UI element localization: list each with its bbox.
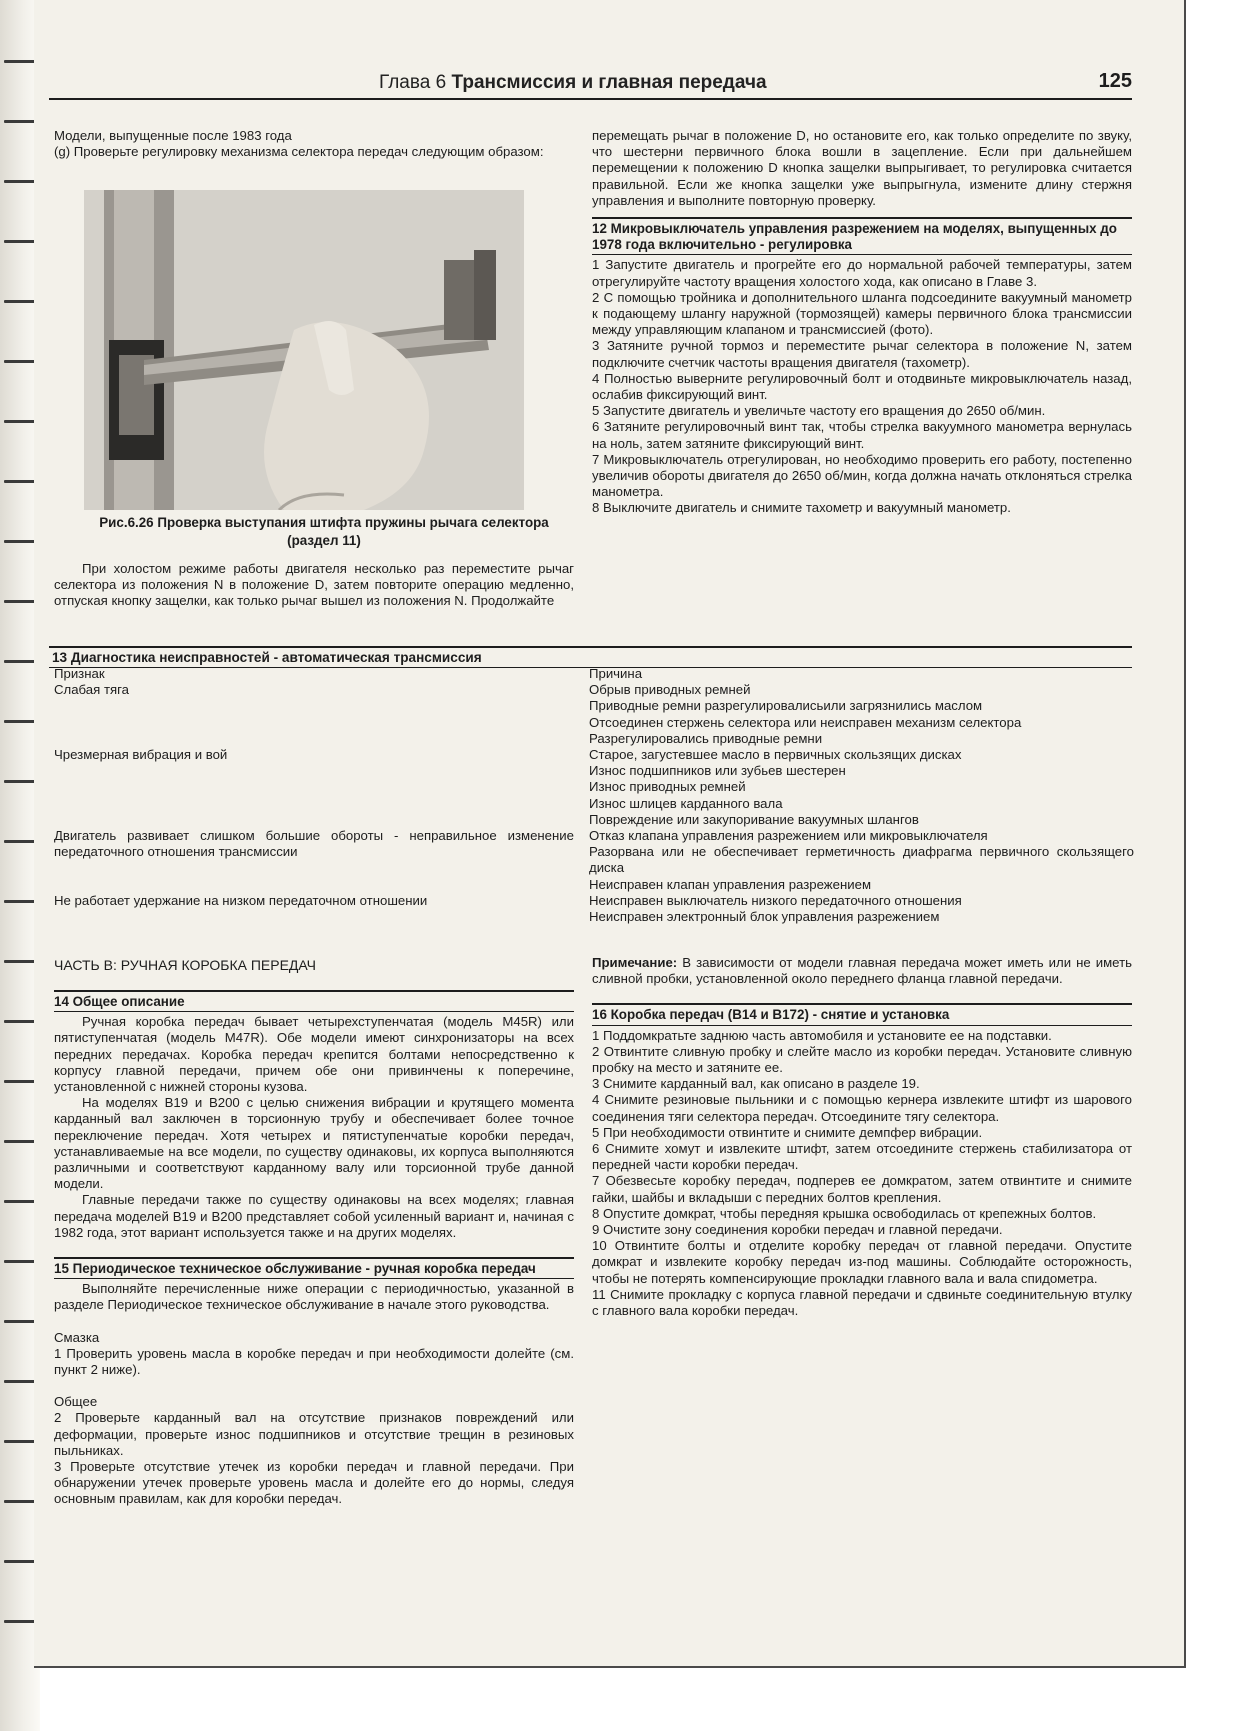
s16-step-5: 5 При необходимости отвинтите и снимите демпфер вибрации. (592, 1124, 983, 1140)
s12-step-1: 1 Запустите двигатель и прогрейте его до нормальной рабочей температуры, затем отрегулируйте частоту вращения холостого хода, как описано в Главе 3. (592, 257, 1132, 289)
cause-item: Разорвана или не обеспечивает герметичность диафрагма первичного скользящего диска (589, 844, 1134, 876)
s16-step-3: 3 Снимите карданный вал, как описано в разделе 19. (592, 1076, 920, 1092)
s15-step-1: 1 Проверить уровень масла в коробке передач и при необходимости долейте (см. пункт 2 ниже). (54, 1345, 574, 1378)
s15-step-3: 3 Проверьте отсутствие утечек из коробки передач и главной передачи. При обнаружении утечек проверьте уровень масла и долейте его до нормы, следуя основным правилам, как для коробки передач. (54, 1459, 574, 1507)
check-instruction: (g) Проверьте регулировку механизма селектора передач следующим образом: (54, 144, 544, 160)
symptom-low-hold: Не работает удержание на низком передаточном отношении (54, 893, 428, 908)
s14-para-1: Ручная коробка передач бывает четырехступенчатая (модель M45R) или пятиступенчатая (модель M47R). Обе модели имеют синхронизаторы на всех передних передачах. Коробка передач крепится болтами непосредственно к корпусу главной передачи, причем обе они привинчены к поперечине, установленной с нижней стороны кузова. (54, 1014, 574, 1095)
section-12-heading: 12 Микровыключатель управления разрежением на моделях, выпущенных до 1978 года включительно - регулировка (592, 217, 1132, 255)
idle-check-text: При холостом режиме работы двигателя несколько раз переместите рычаг селектора из положения N в положение D, затем повторите операцию медленно, отпуская кнопку защелки, как только рычаг вышел из положения N. Продолжайте (54, 561, 574, 609)
s12-step-3: 3 Затяните ручной тормоз и переместите рычаг селектора в положение N, затем подключите счетчик частоты вращения двигателя (тахометр). (592, 338, 1132, 370)
s16-step-1: 1 Поддомкратьте заднюю часть автомобиля и установите ее на подставки. (592, 1027, 1052, 1043)
figure-caption: Рис.6.26 Проверка выступания штифта пружины рычага селектора (раздел 11) (99, 515, 549, 548)
cause-item: Разрегулировались приводные ремни (589, 730, 823, 746)
s16-step-10: 10 Отвинтите болты и отделите коробку передач от главной передачи. Опустите домкрат и извлеките коробку передач из-под машины. Соблюдайте осторожность, чтобы не потерять компенсирующие прокладки главного вала и вала спидометра. (592, 1238, 1132, 1286)
section-13-heading: 13 Диагностика неисправностей - автоматическая трансмиссия (49, 646, 1132, 668)
continuation-text: перемещать рычаг в положение D, но остановите его, как только определите по звуку, что шестерни первичного блока вошли в зацепление. Если при дальнейшем перемещении к положению D кнопка защелки выпрыгивает, то регулировка считается правильной. Если же кнопка защелки уже выпрыгнула, измените длину стержня управления и выполните повторную проверку. (592, 128, 1132, 208)
cause-header: Причина (589, 666, 643, 681)
section-16-heading: 16 Коробка передач (B14 и B172) - снятие и установка (592, 1003, 1132, 1025)
caliper-photo-illustration (84, 190, 524, 510)
cause-item: Обрыв приводных ремней (589, 682, 751, 698)
note-final-drive (592, 955, 1132, 987)
left-after-figure (54, 561, 574, 610)
s12-step-7: 7 Микровыключатель отрегулирован, но необходимо проверить его работу, постепенно увеличив обороты двигателя до 2650 об/мин, когда должна начать отклоняться стрелка манометра. (592, 451, 1132, 500)
s16-step-9: 9 Очистите зону соединения коробки передач и главной передачи. (592, 1222, 1003, 1238)
s14-para-2: На моделях B19 и B200 с целью снижения вибрации и крутящего момента карданный вал заключен в торсионную трубу и обеспечивает более точное переключение передач. Хотя четырех и пятиступенчатые коробки передач, устанавливаемые на все модели, по существу одинаковы, их корпуса выполняются различными и соответствуют карданному валу или торсионной трубе данной модели. (54, 1095, 574, 1192)
s15-sub-general: Общее (54, 1394, 98, 1410)
page-number: 125 (1098, 70, 1132, 92)
s16-step-8: 8 Опустите домкрат, чтобы передняя крышка освободилась от крепежных болтов. (592, 1205, 1097, 1221)
s15-step-2: 2 Проверьте карданный вал на отсутствие признаков повреждений или деформации, проверьте износ подшипников и отсутствие трещин в резиновых пыльниках. (54, 1410, 574, 1458)
cause-item: Отказ клапана управления разрежением или микровыключателя (589, 828, 988, 844)
s14-para-3: Главные передачи также по существу одинаковы на всех моделях; главная передача моделей B19 и B200 представляет собой усиленный вариант и, начиная с 1982 года, этот вариант используется также и на других моделях. (54, 1192, 574, 1240)
cause-item: Неисправен электронный блок управления разрежением (589, 909, 940, 925)
section-14-heading: 14 Общее описание (54, 990, 574, 1012)
s16-step-7: 7 Обезвесьте коробку передач, подперев ее домкратом, затем отвинтите и снимите гайки, шайбы и вкладыши с передних болтов крепления. (592, 1173, 1132, 1205)
page-header (49, 68, 1132, 100)
left-bottom-text (54, 990, 574, 1508)
chapter-name: Трансмиссия и главная передача (451, 72, 767, 93)
symptom-header: Признак (54, 666, 105, 681)
s16-step-4: 4 Снимите резиновые пыльники и с помощью кернера извлеките штифт из шарового соединения тяги селектора передач. Отсоедините тягу селектора. (592, 1092, 1132, 1124)
s16-step-2: 2 Отвинтите сливную пробку и слейте масло из коробки передач. Установите сливную пробку на место и затяните ее. (592, 1043, 1132, 1076)
note-text: В зависимости от модели главная передача может иметь или не иметь сливной пробки, установленной около переднего фланца главной передачи. (592, 955, 1132, 987)
cause-item: Неисправен клапан управления разрежением (589, 876, 872, 892)
right-top-text (592, 128, 1132, 517)
symptom-vibration: Чрезмерная вибрация и вой (54, 747, 228, 762)
left-top-text (54, 128, 574, 160)
note-label: Примечание: (592, 955, 678, 970)
cause-item: Повреждение или закупоривание вакуумных шлангов (589, 811, 919, 827)
figure-photo (84, 190, 524, 510)
right-bottom-text (592, 955, 1132, 1319)
s12-step-5: 5 Запустите двигатель и увеличьте частоту его вращения до 2650 об/мин. (592, 403, 1046, 419)
cause-item: Износ приводных ремней (589, 779, 746, 795)
cause-item: Приводные ремни разрегулировалисьили загрязнились маслом (589, 698, 983, 714)
chapter-prefix: Глава 6 (379, 72, 447, 93)
s12-step-2: 2 С помощью тройника и дополнительного шланга подсоедините вакуумный манометр к подающему шлангу наружной (тормозящей) камеры первичного блока трансмиссии между управляющим клапаном и трансмиссией (фото). (592, 289, 1132, 338)
s15-intro: Выполняйте перечисленные ниже операции с периодичностью, указанной в разделе Периодическое техническое обслуживание в начале этого руководства. (54, 1281, 574, 1313)
s15-sub-lubrication: Смазка (54, 1329, 100, 1345)
s12-step-6: 6 Затяните регулировочный винт так, чтобы стрелка вакуумного манометра вернулась на ноль, затем затяните фиксирующий винт. (592, 419, 1132, 451)
s16-step-6: 6 Снимите хомут и извлеките штифт, затем отсоедините стержень стабилизатора от передней части коробки передач. (592, 1141, 1132, 1173)
cause-item: Неисправен выключатель низкого передаточного отношения (589, 892, 962, 908)
cause-item: Старое, загустевшее масло в первичных скользящих дисках (589, 747, 962, 763)
symptom-overrevving: Двигатель развивает слишком большие обороты - неправильное изменение передаточного отношения трансмиссии (54, 828, 574, 860)
cause-item: Износ шлицев карданного вала (589, 795, 783, 811)
cause-item: Износ подшипников или зубьев шестерен (589, 763, 846, 779)
models-note: Модели, выпущенные после 1983 года (54, 128, 292, 143)
part-b-heading: ЧАСТЬ В: РУЧНАЯ КОРОБКА ПЕРЕДАЧ (54, 957, 316, 973)
s16-step-11: 11 Снимите прокладку с корпуса главной передачи и сдвиньте соединительную втулку с главного вала коробки передач. (592, 1286, 1132, 1319)
causes-column (589, 666, 1134, 925)
chapter-title (379, 72, 767, 94)
s12-step-8: 8 Выключите двигатель и снимите тахометр и вакуумный манометр. (592, 500, 1011, 516)
book-page (34, 0, 1186, 1668)
s12-step-4: 4 Полностью выверните регулировочный болт и отодвиньте микровыключатель назад, ослабив фиксирующий винт. (592, 370, 1132, 403)
symptom-weak-thrust: Слабая тяга (54, 682, 129, 697)
section-15-heading: 15 Периодическое техническое обслуживание - ручная коробка передач (54, 1257, 574, 1279)
cause-item: Отсоединен стержень селектора или неисправен механизм селектора (589, 714, 1022, 730)
